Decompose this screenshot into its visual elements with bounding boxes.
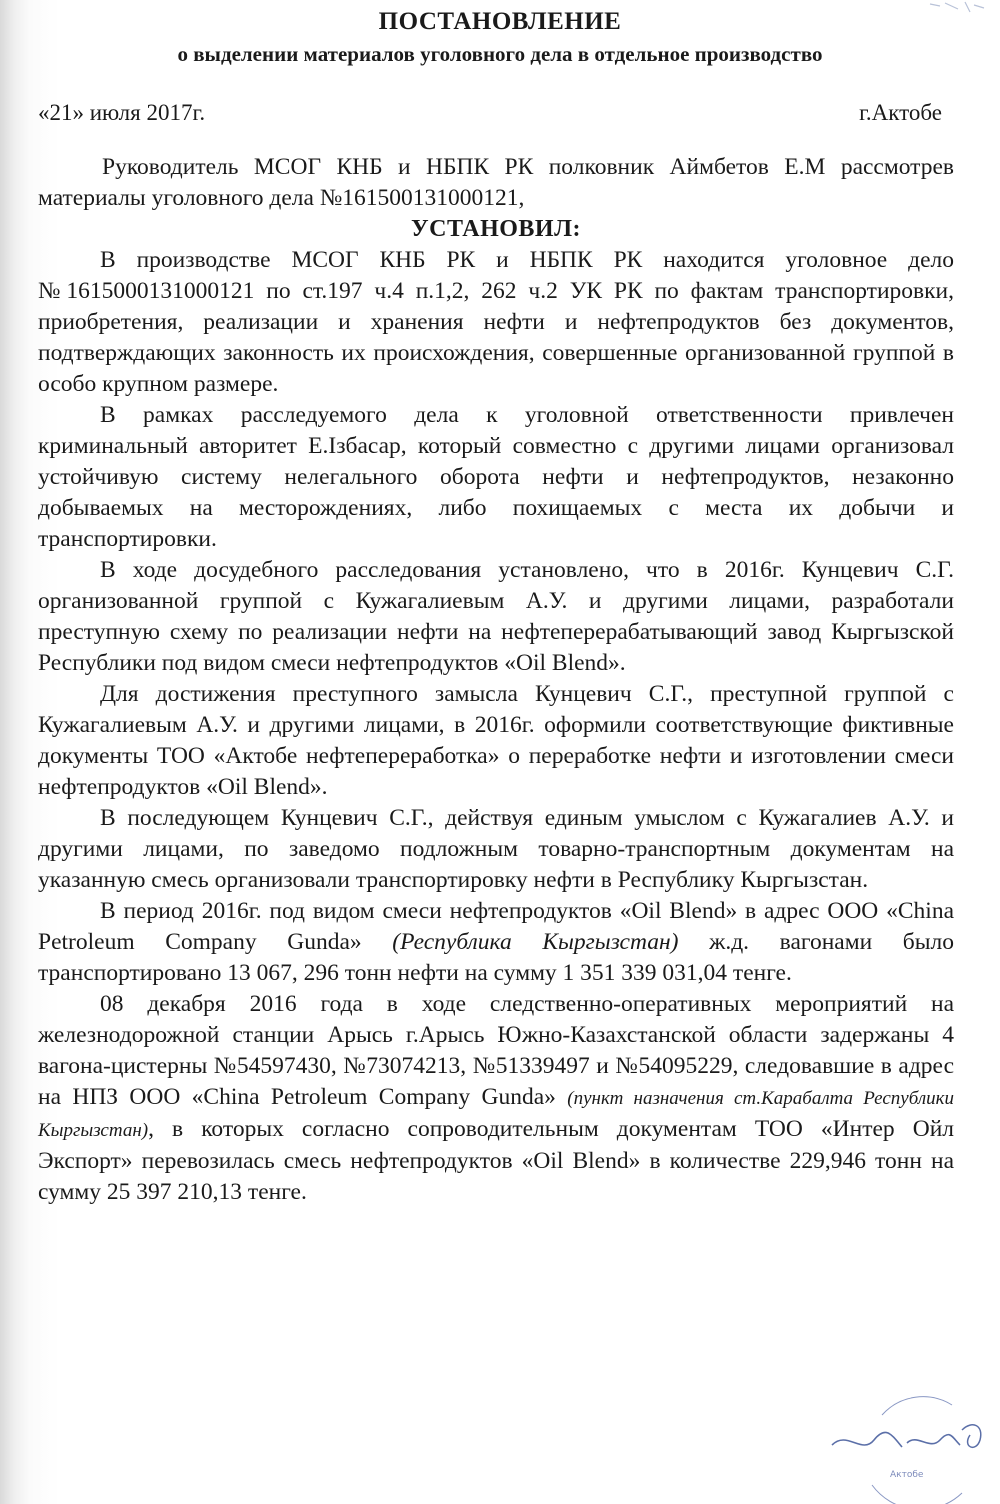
paragraph-5: В последующем Кунцевич С.Г., действуя единым умыслом с Кужагалиев А.У. и другими лицами, по заведомо подложным товарно-транспортным документам на указанную смесь организовали транспортировку нефти в Республику Кыргызстан.	[38, 805, 954, 893]
paragraph-6-italic: (Республика Кыргызстан)	[392, 929, 679, 955]
intro-paragraph: Руководитель МСОГ КНБ и НБПК РК полковник Аймбетов Е.М рассмотрев материалы уголовного дела №161500131000121,	[38, 154, 954, 211]
document-city: г.Актобе	[859, 100, 942, 125]
paragraph-3: В ходе досудебного расследования установлено, что в 2016г. Кунцевич С.Г. организованной группой с Кужагалиевым А.У. и другими лицами, разработали преступную схему по реализации нефти на нефтеперерабатывающий завод Кыргызской Республики под видом смеси нефтепродуктов «Oil Blend».	[38, 557, 954, 676]
paragraph-6	[38, 896, 954, 989]
paragraph-7	[38, 989, 954, 1208]
paragraph-7-text: 08 декабря 2016 года в ходе следственно-оперативных мероприятий на железнодорожной станции Арысь г.Арысь Южно-Казахстанской области задержаны 4 вагона-цистерны №54597430, №73074213, №51339497 и №54095229, следовавшие в адрес на НПЗ ООО «China Petroleum Company Gunda»	[38, 991, 954, 1110]
paragraph-1: В производстве МСОГ КНБ РК и НБПК РК находится уголовное дело №1615000131000121 по ст.197 ч.4 п.1,2, 262 ч.2 УК РК по фактам транспортировки, приобретения, реализации и хранения нефти и нефтепродуктов без документов, подтверждающих законность их происхождения, совершенные организованной группой в особо крупном размере.	[38, 247, 954, 397]
document-subtitle: о выделении материалов уголовного дела в отдельное производство	[177, 42, 823, 66]
document-title: ПОСТАНОВЛЕНИЕ	[378, 8, 622, 35]
paragraph-7-text-end: , в которых согласно сопроводительным документам ТОО «Интер Ойл Экспорт» перевозилась смесь нефтепродуктов «Oil Blend» в количестве 229,946 тонн на сумму 25 397 210,13 тенге.	[38, 1116, 954, 1205]
paragraph-6-text-end: ж.д. вагонами было транспортировано 13 067, 296 тонн нефти на сумму 1 351 339 031,04 тенге.	[38, 929, 954, 986]
paragraph-4: Для достижения преступного замысла Кунцевич С.Г., преступной группой с Кужагалиевым А.У. и другими лицами, в 2016г. оформили соответствующие фиктивные документы ТОО «Актобе нефтепереработка» о переработке нефти и изготовлении смеси нефтепродуктов «Oil Blend».	[38, 681, 954, 800]
paragraph-6-text: В период 2016г. под видом смеси нефтепродуктов «Oil Blend» в адрес ООО «China Petroleum Company Gunda»	[38, 898, 954, 955]
paragraph-7-italic: (пункт назначения ст.Карабалта Республики Кыргызстан)	[38, 1088, 954, 1141]
signature-stamp	[812, 1385, 992, 1504]
paragraph-2: В рамках расследуемого дела к уголовной ответственности привлечен криминальный авторитет Е.Ізбасар, который совместно с другими лицами организовал устойчивую систему нелегального оборота нефти и нефтепродуктов, незаконно добываемых на месторождениях, либо похищаемых с места их добычи и транспортировки.	[38, 402, 954, 552]
document-body	[38, 152, 954, 1208]
section-heading: УСТАНОВИЛ:	[411, 216, 581, 242]
svg-text:Актобе: Актобе	[890, 1470, 924, 1480]
document-date: «21» июля 2017г.	[38, 100, 206, 125]
